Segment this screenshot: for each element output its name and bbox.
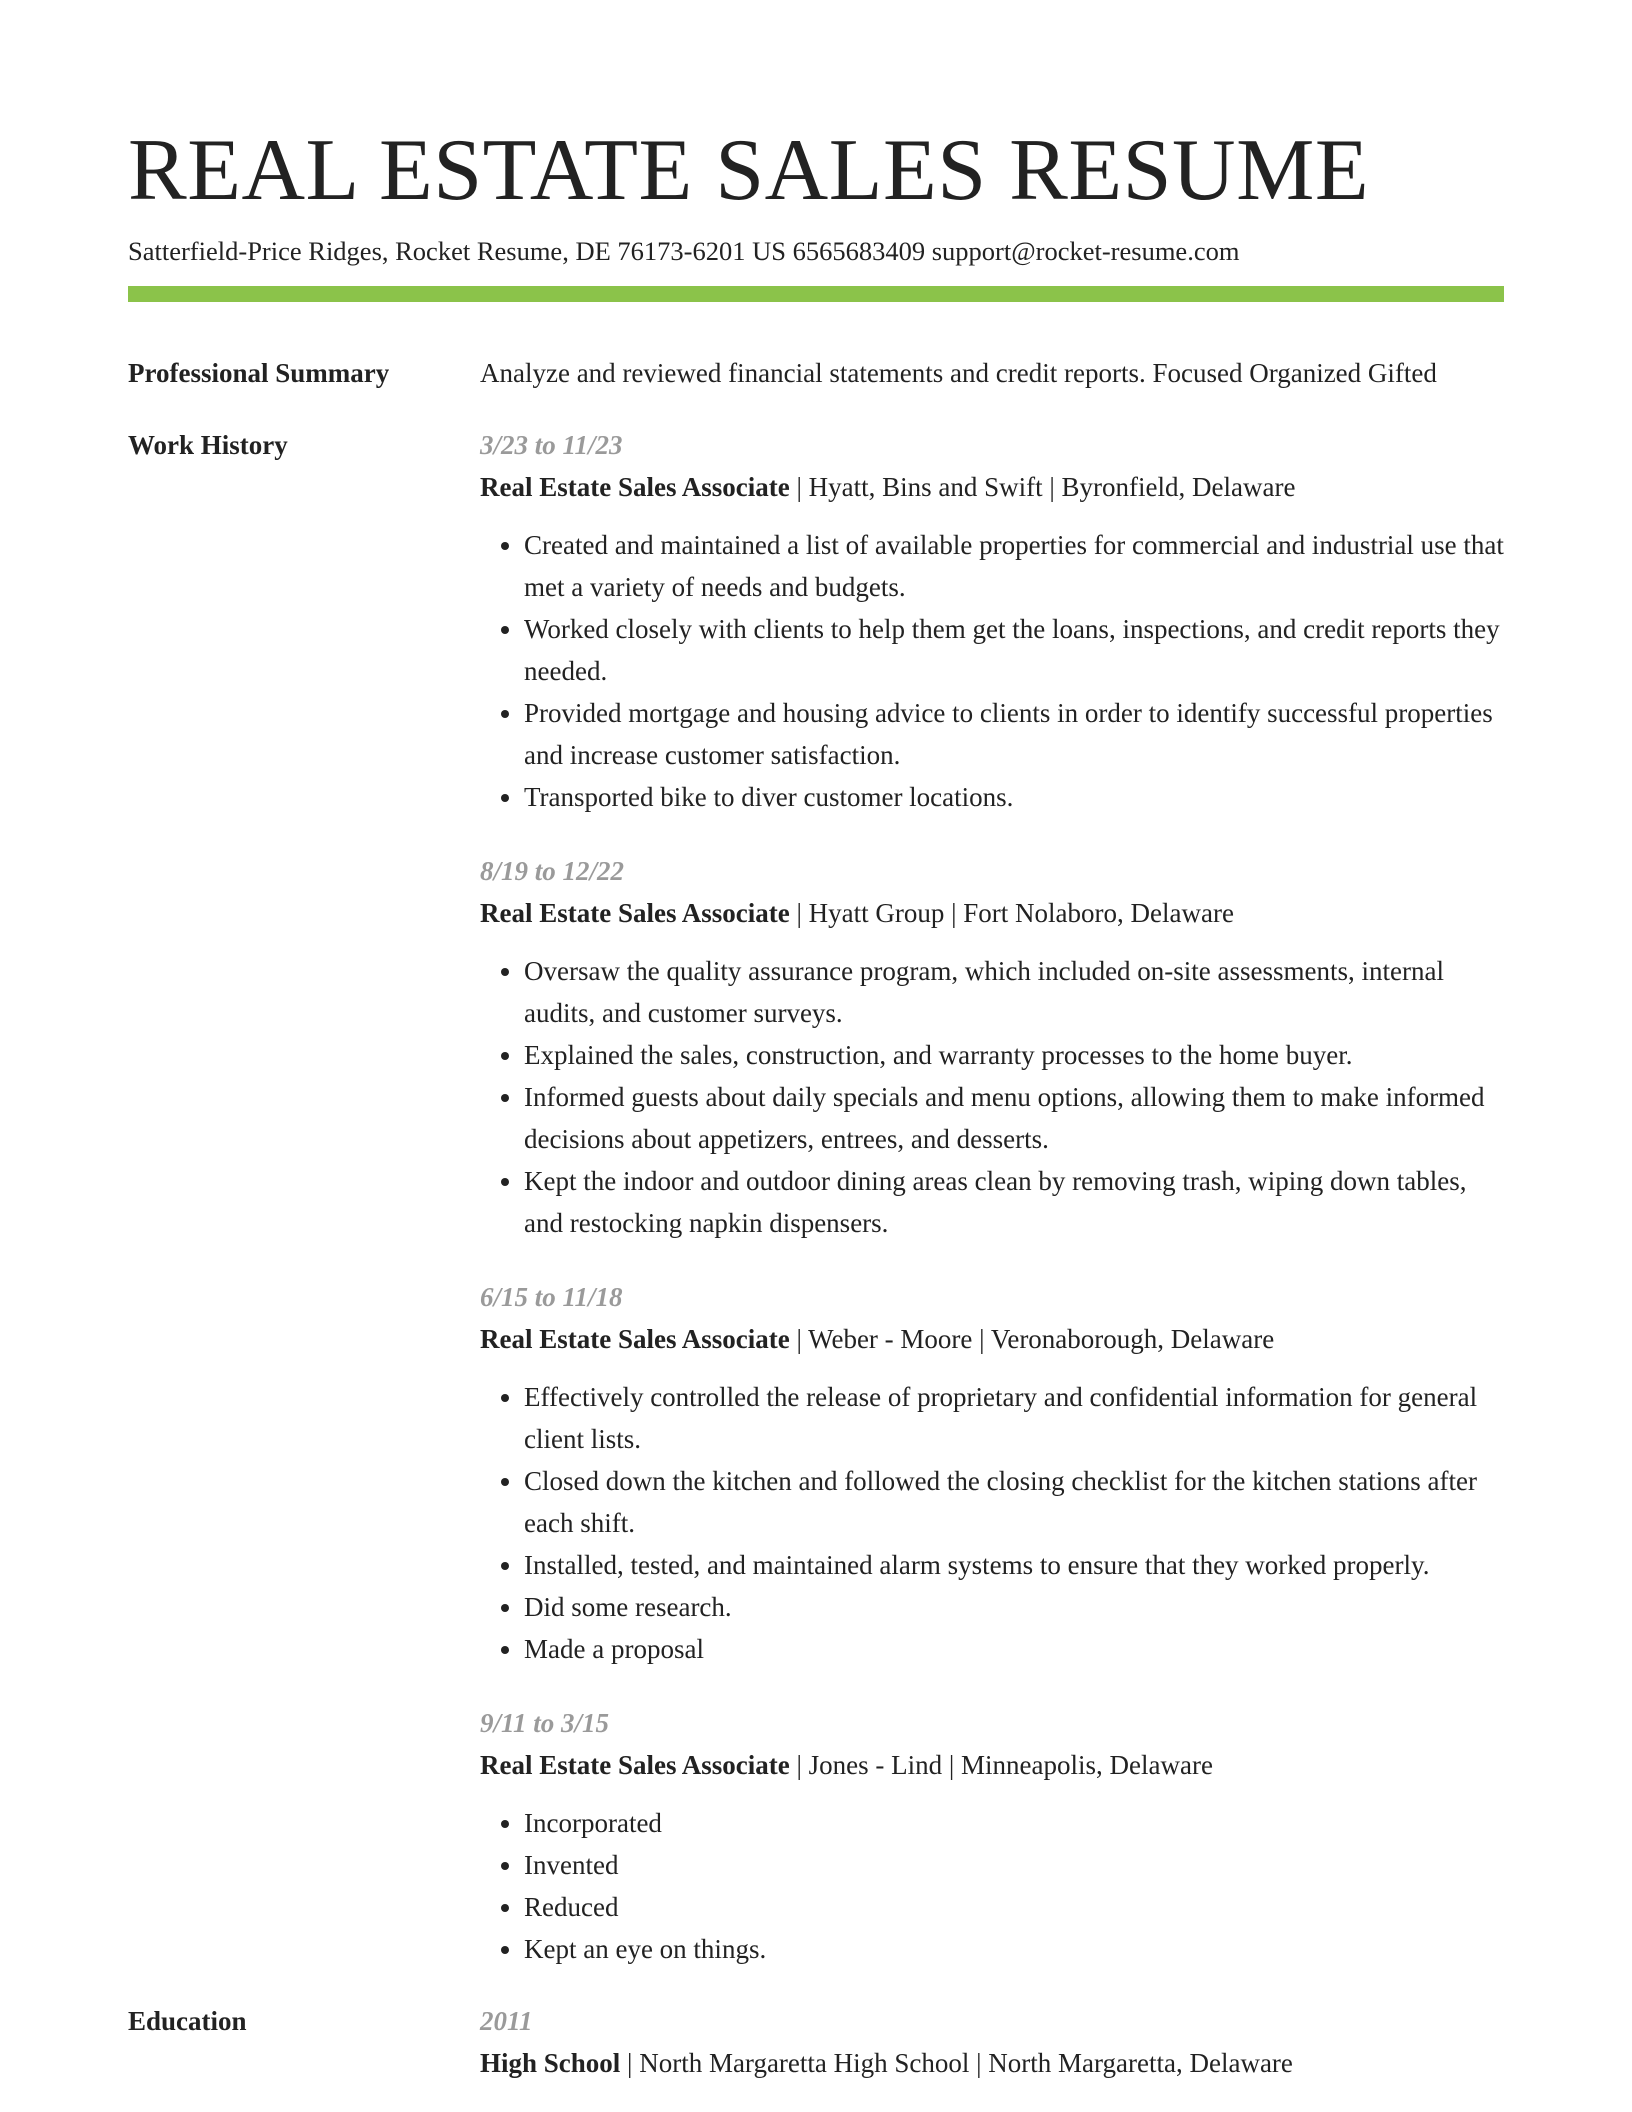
job-bullet-item: • Kept the indoor and outdoor dining areas clean by removing trash, wiping down tables, and restocking napkin dispensers. [524, 1160, 1504, 1244]
education-heading: Education [128, 2006, 247, 2037]
separator: | [627, 2048, 633, 2079]
job-entry [480, 850, 1504, 1244]
job-bullet-item: • Kept an eye on things. [524, 1928, 1504, 1970]
separator: | [979, 1324, 985, 1355]
summary-heading: Professional Summary [128, 358, 390, 389]
job-company: Jones - Lind [808, 1750, 943, 1781]
education-school: North Margaretta High School [639, 2048, 970, 2079]
work-history-section [128, 424, 1504, 1970]
job-title: Real Estate Sales Associate [480, 472, 790, 503]
job-bullet-item: • Provided mortgage and housing advice to clients in order to identify successful properties and increase customer satisfaction. [524, 692, 1504, 776]
education-degree: High School [480, 2048, 621, 2079]
accent-divider [128, 286, 1504, 302]
resume-page [128, 118, 1504, 2084]
job-bullet-item: • Incorporated [524, 1802, 1504, 1844]
job-bullet-item: • Installed, tested, and maintained alarm systems to ensure that they worked properly. [524, 1544, 1504, 1586]
job-title: Real Estate Sales Associate [480, 1750, 790, 1781]
job-company: Hyatt, Bins and Swift [808, 472, 1043, 503]
job-title: Real Estate Sales Associate [480, 898, 790, 929]
contact-address: Satterfield-Price Ridges, Rocket Resume, DE 76173-6201 US [128, 235, 786, 266]
separator: | [1049, 472, 1055, 503]
job-dates: 8/19 to 12/22 [480, 856, 625, 887]
education-list [480, 2000, 1504, 2084]
job-location: Veronaborough, Delaware [990, 1324, 1275, 1355]
separator: | [796, 1324, 802, 1355]
contact-line [128, 234, 1504, 268]
job-role-line [480, 466, 1504, 508]
job-entry [480, 1276, 1504, 1670]
job-role-line [480, 1318, 1504, 1360]
job-location: Fort Nolaboro, Delaware [963, 898, 1234, 929]
contact-phone: 6565683409 [792, 235, 926, 266]
resume-title: REAL ESTATE SALES RESUME [128, 122, 1370, 219]
job-bullet-item: • Closed down the kitchen and followed the closing checklist for the kitchen stations after each shift. [524, 1460, 1504, 1544]
job-entry [480, 424, 1504, 818]
contact-email: support@rocket-resume.com [931, 235, 1240, 266]
job-bullet-item: • Worked closely with clients to help them get the loans, inspections, and credit reports they needed. [524, 608, 1504, 692]
job-location: Byronfield, Delaware [1061, 472, 1296, 503]
education-location: North Margaretta, Delaware [988, 2048, 1293, 2079]
job-dates: 3/23 to 11/23 [480, 430, 623, 461]
job-company: Hyatt Group [808, 898, 945, 929]
job-bullet-item: • Transported bike to diver customer locations. [524, 776, 1504, 818]
job-entry [480, 1702, 1504, 1970]
job-role-line [480, 1744, 1504, 1786]
job-bullets [480, 1802, 1504, 1970]
job-location: Minneapolis, Delaware [961, 1750, 1213, 1781]
summary-section [128, 352, 1504, 394]
job-role-line [480, 892, 1504, 934]
job-dates: 6/15 to 11/18 [480, 1282, 623, 1313]
summary-text: Analyze and reviewed financial statements and credit reports. Focused Organized Gifted [480, 358, 1437, 389]
job-title: Real Estate Sales Associate [480, 1324, 790, 1355]
job-bullet-item: • Explained the sales, construction, and warranty processes to the home buyer. [524, 1034, 1504, 1076]
job-bullet-item: • Invented [524, 1844, 1504, 1886]
job-bullet-item: • Informed guests about daily specials and menu options, allowing them to make informed decisions about appetizers, entrees, and desserts. [524, 1076, 1504, 1160]
work-history-heading: Work History [128, 430, 288, 461]
job-bullets [480, 1376, 1504, 1670]
job-company: Weber - Moore [808, 1324, 973, 1355]
separator: | [796, 472, 802, 503]
separator: | [796, 898, 802, 929]
education-line [480, 2042, 1504, 2084]
job-dates: 9/11 to 3/15 [480, 1708, 610, 1739]
separator: | [796, 1750, 802, 1781]
work-history-list [480, 424, 1504, 1970]
job-bullet-item: • Effectively controlled the release of proprietary and confidential information for general client lists. [524, 1376, 1504, 1460]
education-section [128, 2000, 1504, 2084]
separator: | [976, 2048, 982, 2079]
separator: | [951, 898, 957, 929]
separator: | [948, 1750, 955, 1781]
job-bullet-item: • Reduced [524, 1886, 1504, 1928]
job-bullet-item: • Made a proposal [524, 1628, 1504, 1670]
education-year: 2011 [480, 2006, 533, 2037]
job-bullet-item: • Did some research. [524, 1586, 1504, 1628]
job-bullets [480, 950, 1504, 1244]
education-entry [480, 2000, 1504, 2084]
job-bullet-item: • Oversaw the quality assurance program, which included on-site assessments, internal audits, and customer surveys. [524, 950, 1504, 1034]
job-bullet-item: • Created and maintained a list of available properties for commercial and industrial use that met a variety of needs and budgets. [524, 524, 1504, 608]
job-bullets [480, 524, 1504, 818]
